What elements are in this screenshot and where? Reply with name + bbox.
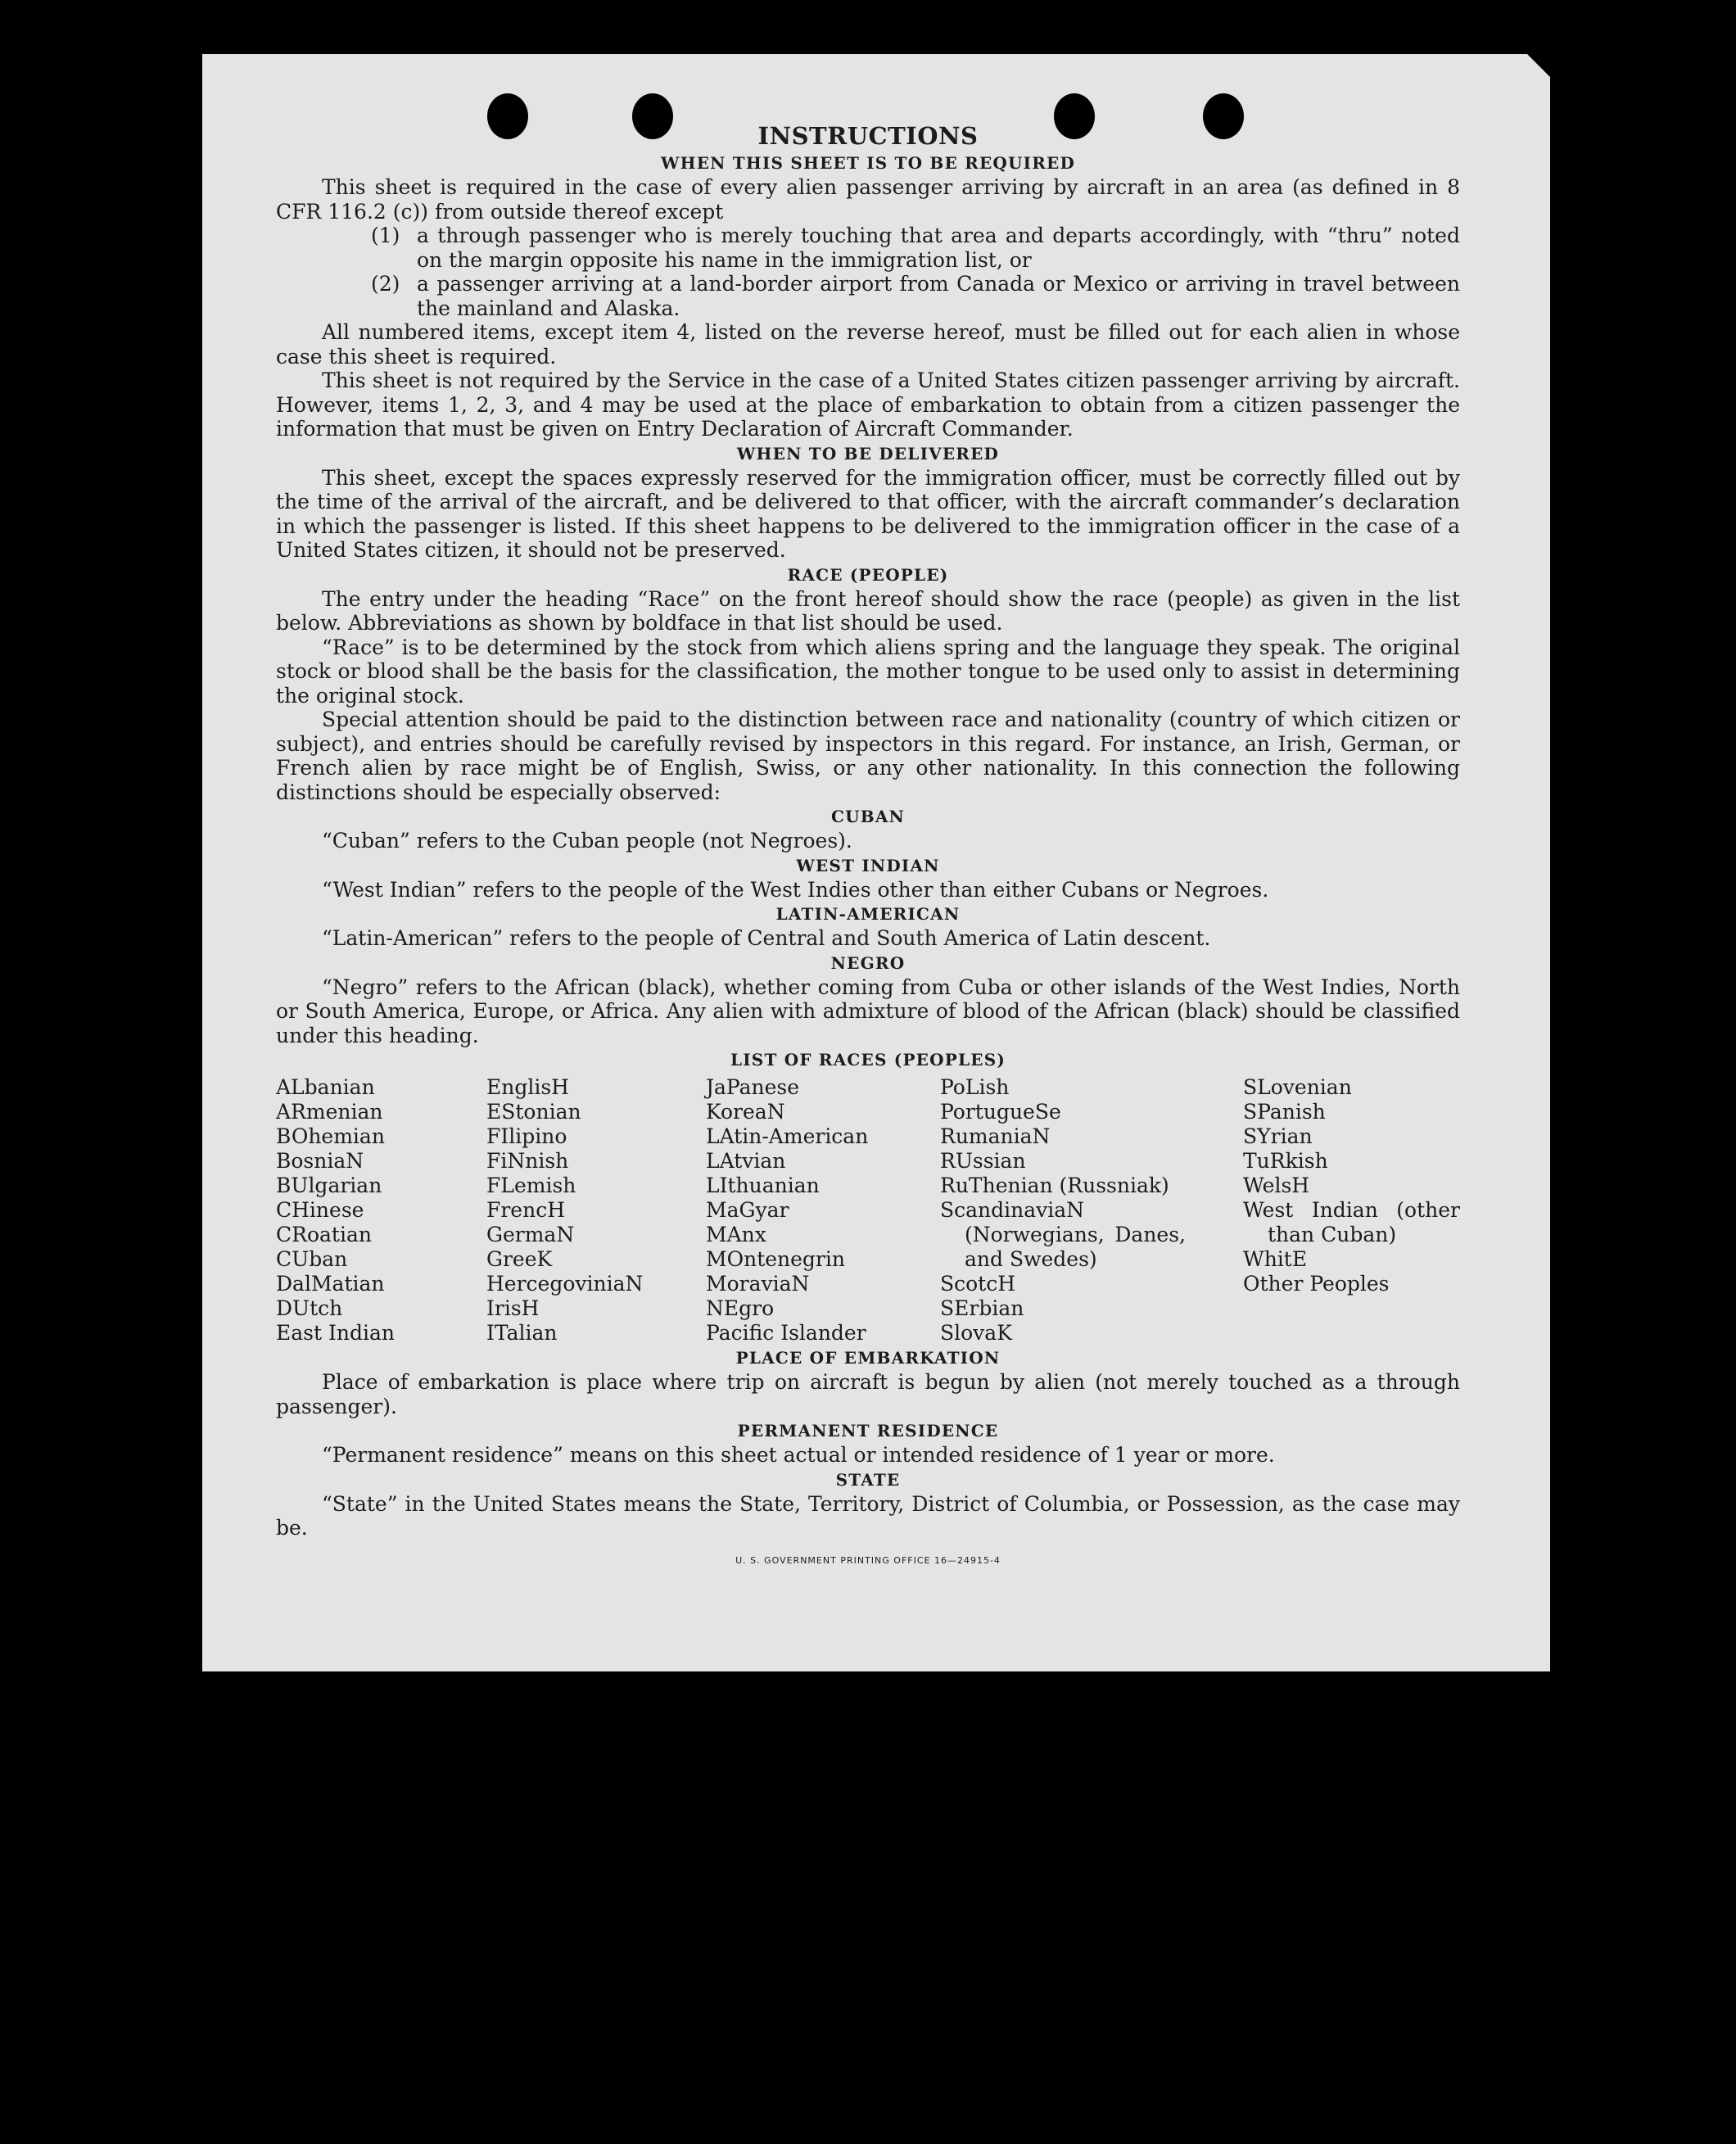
race-item: ARmenian: [276, 1100, 383, 1124]
paragraph: The entry under the heading “Race” on the front hereof should show the race (people) as given in the list below. Abbreviations as shown by boldface in that list should be used.: [276, 586, 1460, 635]
race-item: HercegoviniaN: [486, 1272, 644, 1296]
race-item: MaGyar: [706, 1198, 789, 1222]
race-item: JaPanese: [706, 1075, 800, 1099]
paragraph: This sheet, except the spaces expressly reserved for the immigration officer, must be correctly filled out by the time of the arrival of the aircraft, and be delivered to that officer, with the aircraft commander’s declaration in which the passenger is listed. If this sheet happens to be delivered to the immigration officer in the case of a United States citizen, it should not be preserved.: [276, 465, 1460, 562]
heading-cuban: CUBAN: [830, 807, 906, 826]
paragraph: Special attention should be paid to the distinction between race and nationality (country of which citizen or subject), and entries should be carefully revised by inspectors in this regard. For instance, an Irish, German, or French alien by race might be of English, Swiss, or any other nationality. In this connection the following distinctions should be especially observed:: [276, 708, 1460, 804]
race-item: ScotcH: [940, 1272, 1016, 1296]
heading-negro: NEGRO: [830, 952, 906, 973]
race-item: ALbanian: [276, 1075, 375, 1099]
heading-permanent-residence: PERMANENT RESIDENCE: [737, 1421, 999, 1441]
race-item: ScandinaviaN (Norwegians, Danes, and Swedes): [940, 1198, 1186, 1271]
list-item: [276, 224, 1460, 272]
list-item: [276, 272, 1460, 320]
paragraph: “Negro” refers to the African (black), whether coming from Cuba or other islands of the West Indies, North or South America, Europe, or Africa. Any alien with admixture of blood of the African (black) should be classified under this heading.: [276, 975, 1460, 1047]
race-item: LAtvian: [706, 1149, 786, 1173]
item-text: a passenger arriving at a land-border airport from Canada or Mexico or arriving in travel between the mainland and Alaska.: [417, 272, 1460, 320]
paragraph: “West Indian” refers to the people of the West Indies other than either Cubans or Negroes.: [322, 877, 1269, 902]
race-item: SYrian: [1243, 1124, 1313, 1148]
paragraph: This sheet is not required by the Service in the case of a United States citizen passenger arriving by aircraft. However, items 1, 2, 3, and 4 may be used at the place of embarkation to obtain from a citizen passenger the information that must be given on Entry Declaration of Aircraft Commander.: [276, 369, 1460, 441]
race-item: SPanish: [1243, 1100, 1326, 1124]
race-item: FiNnish: [486, 1149, 569, 1173]
race-item: KoreaN: [706, 1100, 785, 1124]
race-item: EStonian: [486, 1100, 581, 1124]
heading-when-delivered: WHEN TO BE DELIVERED: [736, 443, 1000, 464]
race-item: EnglisH: [486, 1075, 569, 1099]
race-item: MAnx: [706, 1223, 766, 1246]
heading-west-indian: WEST INDIAN: [796, 855, 940, 875]
race-item: RuThenian (Russniak): [940, 1174, 1169, 1197]
race-item: PortugueSe: [940, 1100, 1061, 1124]
race-item: DUtch: [276, 1296, 343, 1320]
race-item: ITalian: [486, 1321, 558, 1345]
race-item: East Indian: [276, 1321, 395, 1345]
heading-when-required: WHEN THIS SHEET IS TO BE REQUIRED: [660, 153, 1076, 173]
item-text: a through passenger who is merely touching that area and departs accordingly, with “thru” noted on the margin opposite his name in the immigration list, or: [417, 224, 1460, 272]
race-item: BosniaN: [276, 1149, 364, 1173]
item-number: (2): [371, 272, 400, 296]
race-item: DalMatian: [276, 1272, 385, 1296]
race-item: CHinese: [276, 1198, 364, 1222]
races-column: [1243, 1075, 1460, 1346]
instruction-sheet: [202, 54, 1550, 1671]
race-item: IrisH: [486, 1296, 540, 1320]
race-item: WhitE: [1243, 1247, 1308, 1271]
paragraph: “State” in the United States means the State, Territory, District of Columbia, or Possession, as the case may be.: [276, 1491, 1460, 1540]
paragraph: All numbered items, except item 4, listed on the reverse hereof, must be filled out for each alien in whose case this sheet is required.: [276, 320, 1460, 369]
race-item: SErbian: [940, 1296, 1024, 1320]
page-title: INSTRUCTIONS: [757, 122, 979, 150]
paragraph: Place of embarkation is place where trip on aircraft is begun by alien (not merely touched as a through passenger).: [276, 1370, 1460, 1418]
race-item: FLemish: [486, 1174, 576, 1197]
printer-imprint: U. S. GOVERNMENT PRINTING OFFICE 16—24915-4: [735, 1554, 1001, 1566]
paragraph: “Permanent residence” means on this sheet actual or intended residence of 1 year or more.: [322, 1443, 1275, 1467]
race-item: GreeK: [486, 1247, 553, 1271]
race-item: CRoatian: [276, 1223, 372, 1246]
races-column: [276, 1075, 486, 1346]
race-item: BOhemian: [276, 1124, 385, 1148]
cut-corner: [1527, 54, 1550, 77]
paragraph: “Race” is to be determined by the stock from which aliens spring and the language they speak. The original stock or blood shall be the basis for the classification, the mother tongue to be used only to assist in determining the original stock.: [276, 635, 1460, 708]
race-item: Other Peoples: [1243, 1272, 1390, 1296]
race-item: FrencH: [486, 1198, 565, 1222]
races-list: [276, 1075, 1460, 1346]
race-item: NEgro: [706, 1296, 775, 1320]
race-item: MOntenegrin: [706, 1247, 845, 1271]
paragraph: “Cuban” refers to the Cuban people (not Negroes).: [322, 829, 852, 853]
race-item: MoraviaN: [706, 1272, 810, 1296]
race-item: SLovenian: [1243, 1075, 1352, 1099]
item-number: (1): [371, 224, 400, 247]
races-column: [486, 1075, 706, 1346]
race-item: West Indian (other than Cuban): [1243, 1198, 1460, 1246]
race-item: CUban: [276, 1247, 348, 1271]
heading-list-of-races: LIST OF RACES (PEOPLES): [730, 1050, 1006, 1070]
paragraph: This sheet is required in the case of every alien passenger arriving by aircraft in an area (as defined in 8 CFR 116.2 (c)) from outside thereof except: [276, 175, 1460, 224]
paragraph: “Latin-American” refers to the people of Central and South America of Latin descent.: [322, 926, 1211, 950]
race-item: GermaN: [486, 1223, 575, 1246]
sheet-body: [276, 121, 1460, 1572]
race-item: LIthuanian: [706, 1174, 820, 1197]
race-item: SlovaK: [940, 1321, 1012, 1345]
races-column: [706, 1075, 940, 1346]
heading-state: STATE: [835, 1469, 901, 1490]
races-column: [940, 1075, 1186, 1346]
race-item: PoLish: [940, 1075, 1010, 1099]
race-item: TuRkish: [1243, 1149, 1328, 1173]
race-item: RUssian: [940, 1149, 1026, 1173]
race-item: WelsH: [1243, 1174, 1310, 1197]
race-item: LAtin-American: [706, 1124, 869, 1148]
race-item: RumaniaN: [940, 1124, 1051, 1148]
heading-race: RACE (PEOPLE): [787, 564, 949, 585]
race-item: BUlgarian: [276, 1174, 382, 1197]
heading-latin-american: LATIN-AMERICAN: [775, 904, 961, 924]
race-item: Pacific Islander: [706, 1321, 866, 1345]
heading-place-of-embarkation: PLACE OF EMBARKATION: [735, 1348, 1001, 1368]
race-item: FIlipino: [486, 1124, 567, 1148]
